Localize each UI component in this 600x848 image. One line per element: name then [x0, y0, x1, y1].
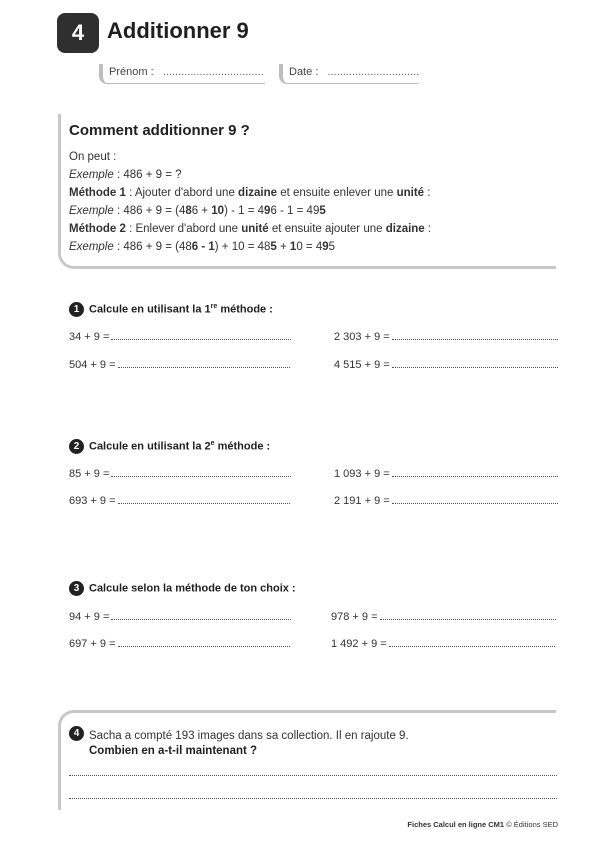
problem-box	[58, 710, 556, 810]
calc-row[interactable]: 34 + 9 =	[69, 331, 291, 343]
date-label: Date :	[289, 66, 319, 78]
calc-row[interactable]: 2 191 + 9 =	[334, 495, 558, 507]
method-title: Comment additionner 9 ?	[69, 122, 250, 139]
method-2-description: Méthode 2 : Enlever d'abord une unité et ensuite ajouter une dizaine :	[69, 223, 432, 235]
prenom-dots: .................................	[156, 66, 264, 78]
exercise-2-heading	[69, 439, 270, 454]
calc-row[interactable]: 1 492 + 9 =	[331, 638, 558, 650]
page-title: Additionner 9	[107, 18, 249, 43]
prenom-label: Prénom :	[109, 66, 154, 78]
calc-row[interactable]: 504 + 9 =	[69, 359, 291, 371]
date-dots: ..............................	[321, 66, 420, 78]
answer-line[interactable]	[69, 775, 557, 776]
exercise-3-title: Calcule selon la méthode de ton choix :	[89, 582, 296, 595]
exercise-2-title: Calcule en utilisant la 2e méthode :	[89, 440, 271, 453]
method-1-description: Méthode 1 : Ajouter d'abord une dizaine et ensuite enlever une unité :	[69, 187, 431, 199]
problem-text: Sacha a compté 193 images dans sa collection. Il en rajoute 9.	[89, 730, 409, 742]
method-1-example: Exemple : 486 + 9 = (486 + 10) - 1 = 496 - 1 = 495	[69, 205, 326, 217]
exercise-3-heading	[69, 581, 296, 596]
lesson-number-badge: 4	[57, 13, 99, 53]
calc-row[interactable]: 1 093 + 9 =	[334, 468, 558, 480]
problem-number-wrap	[69, 726, 84, 741]
method-example-question: Exemple : 486 + 9 = ?	[69, 169, 182, 181]
method-intro: On peut :	[69, 151, 117, 163]
problem-number: 4	[69, 726, 84, 741]
exercise-1-title: Calcule en utilisant la 1re méthode :	[89, 303, 273, 316]
exercise-1-heading	[69, 302, 273, 317]
calc-row[interactable]: 978 + 9 =	[331, 611, 558, 623]
answer-line[interactable]	[69, 798, 557, 799]
calc-row[interactable]: 4 515 + 9 =	[334, 359, 558, 371]
calc-row[interactable]: 697 + 9 =	[69, 638, 291, 650]
problem-question: Combien en a-t-il maintenant ?	[89, 745, 258, 757]
prenom-field[interactable]	[99, 64, 265, 84]
date-field[interactable]	[279, 64, 419, 84]
calc-row[interactable]: 693 + 9 =	[69, 495, 291, 507]
footer: Fiches Calcul en ligne CM1 © Éditions SED	[407, 820, 558, 829]
calc-row[interactable]: 85 + 9 =	[69, 468, 291, 480]
exercise-2-number: 2	[69, 439, 84, 454]
exercise-1-number: 1	[69, 302, 84, 317]
method-2-example: Exemple : 486 + 9 = (486 - 1) + 10 = 485 + 10 = 495	[69, 241, 336, 253]
calc-row[interactable]: 94 + 9 =	[69, 611, 291, 623]
exercise-3-number: 3	[69, 581, 84, 596]
calc-row[interactable]: 2 303 + 9 =	[334, 331, 558, 343]
